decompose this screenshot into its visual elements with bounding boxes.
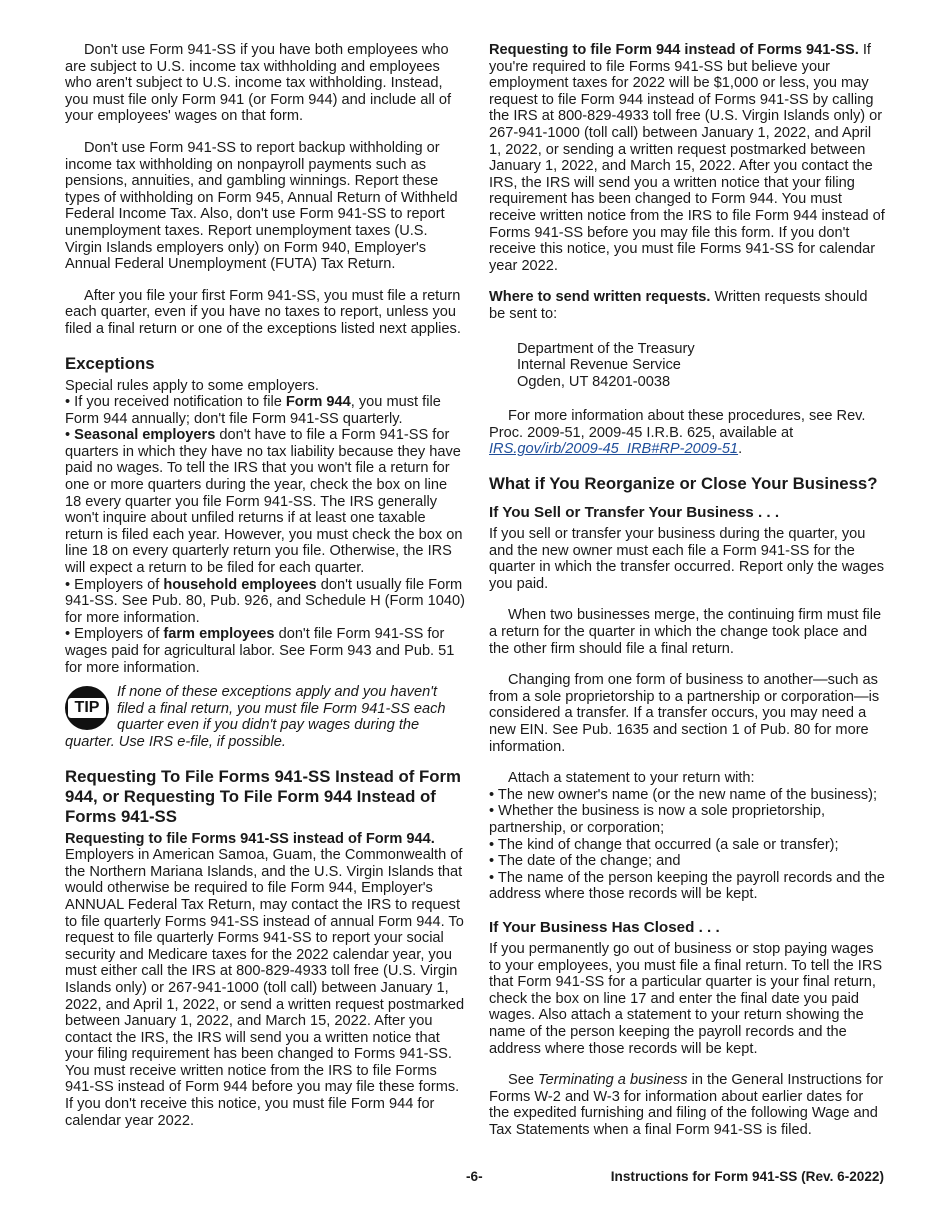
bullet-text: don't have to file a Form 941-SS for quarters in which they have no tax liability because they have paid no wages. To tell the IRS that you won't file a return for one or more quarters during the year, check the box on line 18 every quarter you file Form 941-SS. The IRS generally won't inquire about unfiled returns if at least one taxable return is filed each year. However, you must check the box on line 18 on every quarterly return you file. Otherwise, the IRS will expect a return to be filed for each quarter. — [65, 427, 463, 577]
address-line: Internal Revenue Service — [517, 357, 681, 374]
attach-statement-list — [489, 770, 885, 903]
paragraph-terminating-business — [489, 1072, 885, 1138]
run-in-heading: Requesting to file Form 944 instead of Forms 941-SS. — [489, 42, 859, 58]
bullet-text: , you must file Form 944 annually; don't file Form 941-SS quarterly. — [65, 394, 441, 427]
exception-farm-employees — [65, 626, 465, 676]
page-number: -6- — [466, 1169, 483, 1184]
paragraph-business-closed: If you permanently go out of business or stop paying wages to your employees, you must file a final return. To tell the IRS that Form 941-SS for a particular quarter is your final return, check the box on line 17 and enter the final date you paid wages. Also attach a statement to your return showing the name of the person keeping the payroll records and the address where those records will be kept. — [489, 940, 883, 1057]
requesting-heading: Requesting To File Forms 941-SS Instead of Form 944, or Requesting To File Form 944 Instead of Forms 941-SS — [65, 766, 461, 826]
paragraph-body: Written requests should be sent to: — [489, 289, 868, 322]
irs-irb-link[interactable]: IRS.gov/irb/2009-45_IRB#RP-2009-51 — [489, 441, 739, 458]
paragraph-more-info — [489, 408, 885, 458]
left-column — [65, 42, 465, 1144]
tip-box — [65, 684, 465, 750]
bullet-text: • If you received notification to file — [65, 394, 286, 411]
paragraph-body: If you're required to file Forms 941-SS but believe your employment taxes for 2022 will be $1,000 or less, you may request to file Form 944 instead of Forms 941-SS by calling the IRS at 800-829-4933 toll free (U.S. Virgin Islands only) or 267-941-1000 (toll call) between January 1, 2022, and April 1, 2022, or sending a written request postmarked between January 1, 2022, and March 15, 2022. After you contact the IRS, the IRS will send you a written notice that your filing requirement has been changed to Form 944. You must receive written notice from the IRS to file Form 944 instead of Forms 941-SS before you may file this form. If you don't receive this notice, you must file Forms 941-SS for calendar year 2022. — [489, 42, 885, 274]
bold-term: farm employees — [163, 626, 275, 643]
document-title: Instructions for Form 941-SS (Rev. 6-2022) — [610, 1169, 884, 1184]
run-in-heading: Where to send written requests. — [489, 289, 711, 306]
bullet-text: don't usually file Form 941-SS. See Pub. 80, Pub. 926, and Schedule H (Form 1040) for more information. — [65, 576, 465, 626]
list-item: • Whether the business is now a sole proprietorship, partnership, or corporation; — [489, 803, 826, 836]
paragraph-sell-transfer: If you sell or transfer your business during the quarter, you and the new owner must each file a Form 941-SS for the quarter in which the transfer occurred. Report only the wages you paid. — [489, 526, 885, 592]
right-column — [489, 42, 885, 1153]
paragraph-body: in the General Instructions for Forms W-2 and W-3 for information about earlier dates for the expedited furnishing and filing of the following Wage and Tax Statements when a final Form 941-SS is filed. — [489, 1072, 884, 1138]
paragraph-merge: When two businesses merge, the continuing firm must file a return for the quarter in which the change took place and the other firm should file a final return. — [489, 607, 882, 657]
paragraph-backup-withholding: Don't use Form 941-SS to report backup withholding or income tax withholding on nonpayroll payments such as pensions, annuities, and gambling winnings. Report these types of withholding on Form 945, Annual Return of Withheld Federal Income Tax. Also, don't use Form 941-SS to report unemployment taxes. Report unemployment taxes (U.S. Virgin Islands employers only) on Form 940, Employer's Annual Federal Unemployment (FUTA) Tax Return. — [65, 139, 458, 273]
paragraph-941-vs-944: Don't use Form 941-SS if you have both employees who are subject to U.S. income tax withholding and employees who aren't subject to U.S. income tax withholding. Instead, you must file only Form 941 (or Form 944) and include all of your employees' wages on that form. — [65, 42, 452, 125]
reorganize-heading: What if You Reorganize or Close Your Business? — [489, 474, 878, 494]
tip-icon — [65, 686, 109, 730]
attach-intro: Attach a statement to your return with: — [508, 770, 755, 787]
paragraph-body: . — [738, 441, 743, 458]
list-item: • The name of the person keeping the payroll records and the address where those records will be kept. — [489, 869, 885, 903]
paragraph-request-944 — [489, 42, 885, 274]
paragraph-where-to-send — [489, 289, 885, 322]
address-line: Department of the Treasury — [517, 340, 695, 357]
italic-reference: Terminating a business — [538, 1072, 688, 1089]
run-in-heading: Requesting to file Forms 941-SS instead of Form 944. — [65, 830, 435, 847]
tip-badge-label: TIP — [68, 698, 106, 718]
business-closed-heading: If Your Business Has Closed . . . — [489, 918, 720, 936]
list-item: • The kind of change that occurred (a sale or transfer); — [489, 836, 839, 853]
tip-text: If none of these exceptions apply and you haven't filed a final return, you must file Form 941-SS each quarter even if you didn't pay wages during the quarter. Use IRS e-file, if possible. — [65, 684, 446, 750]
bold-term: Form 944 — [285, 394, 351, 411]
exceptions-list — [65, 378, 465, 677]
mailing-address — [517, 341, 885, 391]
exception-form-944 — [65, 394, 465, 427]
exceptions-heading: Exceptions — [65, 353, 155, 373]
exceptions-intro: Special rules apply to some employers. — [65, 377, 319, 394]
address-line: Ogden, UT 84201-0038 — [517, 373, 671, 390]
paragraph-file-each-quarter: After you file your first Form 941-SS, you must file a return each quarter, even if you have no taxes to report, unless you filed a final return or one of the exceptions listed next applies. — [65, 287, 461, 337]
paragraph-body: See — [508, 1072, 539, 1089]
bullet-text: • Employers of — [65, 626, 164, 643]
paragraph-body: For more information about these procedures, see Rev. Proc. 2009-51, 2009-45 I.R.B. 625, available at — [489, 408, 866, 441]
bullet-text: • Employers of — [65, 576, 164, 593]
exception-household-employees — [65, 577, 465, 627]
paragraph-body: Employers in American Samoa, Guam, the Commonwealth of the Northern Mariana Islands, and the U.S. Virgin Islands that would otherwise be required to file Form 944, Employer's ANNUAL Federal Tax Return, may contact the IRS to request to file quarterly Forms 941-SS instead of annual Form 944. To request to file quarterly Forms 941-SS to report your social security and Medicare taxes for the 2022 calendar year, you must either call the IRS at 800-829-4933 toll free (U.S. Virgin Islands only) or 267-941-1000 (toll call) between January 1, 2022, and April 1, 2022, or send a written request postmarked between January 1, 2022, and March 15, 2022. After you contact the IRS, the IRS will send you a written notice that your filing requirement has been changed to Forms 941-SS. You must receive written notice from the IRS to file Forms 941-SS instead of Form 944 before you may file these forms. If you don't receive this notice, you must file Form 944 for calendar year 2022. — [65, 847, 465, 1129]
bullet-text: don't file Form 941-SS for wages paid for agricultural labor. See Form 943 and Pub. 51 for more information. — [65, 626, 455, 676]
paragraph-request-941ss — [65, 831, 465, 1130]
list-item: • The date of the change; and — [489, 853, 681, 870]
list-item: • The new owner's name (or the new name of the business); — [489, 786, 878, 803]
paragraph-change-form: Changing from one form of business to another—such as from a sole proprietorship to a partnership or corporation—is considered a transfer. If a transfer occurs, you may need a new EIN. See Pub. 1635 and section 1 of Pub. 80 for more information. — [489, 672, 880, 755]
bullet-text: • — [65, 427, 75, 444]
bold-term: Seasonal employers — [74, 427, 216, 444]
bold-term: household employees — [163, 576, 317, 593]
exception-seasonal-employers — [65, 427, 465, 576]
sell-transfer-heading: If You Sell or Transfer Your Business . . . — [489, 504, 780, 522]
